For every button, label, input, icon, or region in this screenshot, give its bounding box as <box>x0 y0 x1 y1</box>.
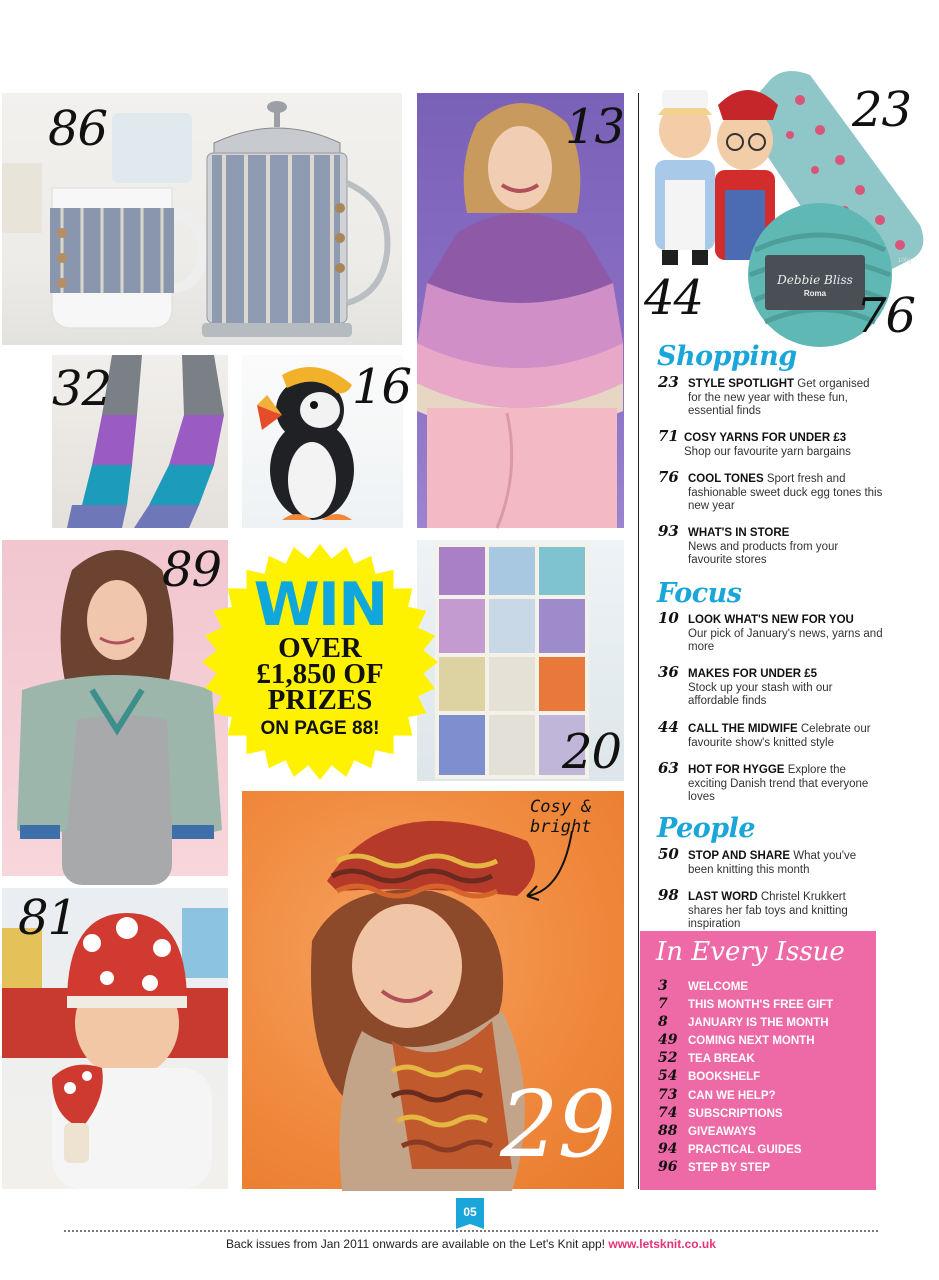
every-issue-item-number: 8 <box>658 1014 668 1031</box>
section-heading-people: People <box>657 813 756 844</box>
every-issue-item[interactable] <box>658 1049 833 1067</box>
every-issue-item[interactable] <box>658 995 833 1013</box>
every-issue-item-number: 49 <box>658 1032 678 1049</box>
page-number: 05 <box>463 1205 477 1219</box>
photo-poncho[interactable] <box>417 93 624 528</box>
every-issue-item[interactable] <box>658 977 833 995</box>
page-ref-89: 89 <box>162 542 222 598</box>
page-ref-16: 16 <box>352 359 412 415</box>
yarn-name: Roma <box>803 289 827 298</box>
every-issue-item-label: BOOKSHELF <box>688 1071 761 1084</box>
footer-dotted-rule <box>64 1230 878 1232</box>
every-issue-item-number: 3 <box>658 978 668 994</box>
every-issue-item[interactable] <box>658 1158 833 1176</box>
photo-puffin-toy[interactable] <box>242 355 412 528</box>
win-prize: OVER £1,850 OF PRIZES <box>256 632 384 716</box>
every-issue-item-label: JANUARY IS THE MONTH <box>688 1017 829 1030</box>
every-issue-item-number: 88 <box>658 1122 678 1139</box>
every-issue-item-label: PRACTICAL GUIDES <box>688 1143 802 1156</box>
page-ref-81: 81 <box>18 890 78 946</box>
every-issue-item-label: SUBSCRIPTIONS <box>688 1107 783 1120</box>
photo-lace-shrug[interactable] <box>2 540 228 876</box>
page-ref-13: 13 <box>565 99 625 155</box>
every-issue-item-label: STEP BY STEP <box>688 1161 771 1174</box>
photo-shopping-cluster[interactable] <box>640 60 935 344</box>
page-ref-86: 86 <box>48 101 108 157</box>
every-issue-item[interactable] <box>658 1031 833 1049</box>
page-ref-44: 44 <box>644 270 704 326</box>
every-issue-item[interactable] <box>658 1140 833 1158</box>
every-issue-item-number: 73 <box>658 1086 678 1103</box>
photo-patchwork-blanket[interactable] <box>417 540 624 781</box>
photo-toadstool-hat[interactable] <box>2 888 228 1189</box>
column-divider <box>638 93 639 1189</box>
every-issue-item-number: 54 <box>658 1068 678 1085</box>
contents-entry-stop-and-share[interactable]: 50 STOP AND SHARE What you've been knitting this month <box>658 845 857 876</box>
footer-website-link[interactable]: www.letsknit.co.uk <box>608 1237 716 1251</box>
every-issue-item-label: GIVEAWAYS <box>688 1125 756 1138</box>
every-issue-item-number: 94 <box>658 1140 678 1157</box>
every-issue-item-label: THIS MONTH'S FREE GIFT <box>688 999 834 1012</box>
page-ref-76: 76 <box>856 288 916 344</box>
hat-callout: Cosy & bright <box>530 797 592 837</box>
every-issue-list <box>658 977 833 1176</box>
page-ref-32: 32 <box>52 361 112 417</box>
every-issue-item[interactable] <box>658 1104 833 1122</box>
page-ref-29: 29 <box>500 1071 616 1178</box>
photo-cafetiere-cosy[interactable] <box>2 93 402 345</box>
every-issue-item-label: WELCOME <box>688 981 749 993</box>
page-ref-23: 23 <box>852 82 912 138</box>
every-issue-item-number: 96 <box>658 1158 678 1175</box>
page-ref-20: 20 <box>562 724 622 780</box>
every-issue-item-label: CAN WE HELP? <box>688 1089 776 1102</box>
contents-entry-cool-tones[interactable]: 76 COOL TONES Sport fresh and fashionable sweet duck egg tones this new year <box>658 468 883 512</box>
every-issue-item-number: 52 <box>658 1050 678 1067</box>
win-promo[interactable] <box>200 570 440 742</box>
yarn-brand: Debbie Bliss <box>777 273 853 287</box>
contents-entry-look-whats-new[interactable]: 10 LOOK WHAT'S NEW FOR YOU Our pick of January's news, yarns and more <box>658 609 883 653</box>
every-issue-item[interactable] <box>658 1013 833 1031</box>
contents-entry-cosy-yarns[interactable]: 71 COSY YARNS FOR UNDER £3 Shop our favourite yarn bargains <box>658 427 851 458</box>
contents-entry-last-word[interactable]: 98 LAST WORD Christel Krukkert shares her fab toys and knitting inspiration <box>658 886 848 930</box>
win-title: WIN <box>253 570 387 640</box>
yarn-weight: 100g <box>898 258 912 264</box>
section-heading-focus: Focus <box>657 578 742 609</box>
every-issue-item[interactable] <box>658 1086 833 1104</box>
photo-wrist-warmers[interactable] <box>52 355 228 528</box>
every-issue-item-label: TEA BREAK <box>688 1053 755 1066</box>
contents-entry-whats-in-store[interactable]: 93 WHAT'S IN STORE News and products from your favourite stores <box>658 522 839 566</box>
poncho-illustration <box>417 93 624 528</box>
every-issue-item-number: 7 <box>658 996 668 1013</box>
every-issue-item[interactable] <box>658 1067 833 1085</box>
win-page-ref: ON PAGE 88! <box>260 718 380 739</box>
section-heading-shopping: Shopping <box>657 341 797 372</box>
contents-entry-style-spotlight[interactable]: 23 STYLE SPOTLIGHT Get organised for the new year with these fun, essential finds <box>658 373 870 417</box>
contents-entry-hot-for-hygge[interactable]: 63 HOT FOR HYGGE Explore the exciting Danish trend that everyone loves <box>658 759 869 803</box>
footer-note: Back issues from Jan 2011 onwards are available on the Let's Knit app! www.letsknit.co.uk <box>226 1237 716 1251</box>
every-issue-item-label: COMING NEXT MONTH <box>688 1035 815 1048</box>
every-issue-item[interactable] <box>658 1122 833 1140</box>
contents-entry-call-the-midwife[interactable]: 44 CALL THE MIDWIFE Celebrate our favourite show's knitted style <box>658 718 871 749</box>
contents-entry-makes-under-5[interactable]: 36 MAKES FOR UNDER £5 Stock up your stash with our affordable finds <box>658 663 833 707</box>
every-issue-panel <box>640 931 876 1190</box>
every-issue-heading: In Every Issue <box>656 937 845 967</box>
every-issue-item-number: 74 <box>658 1104 678 1121</box>
photo-beret-and-scarf[interactable] <box>242 791 624 1189</box>
